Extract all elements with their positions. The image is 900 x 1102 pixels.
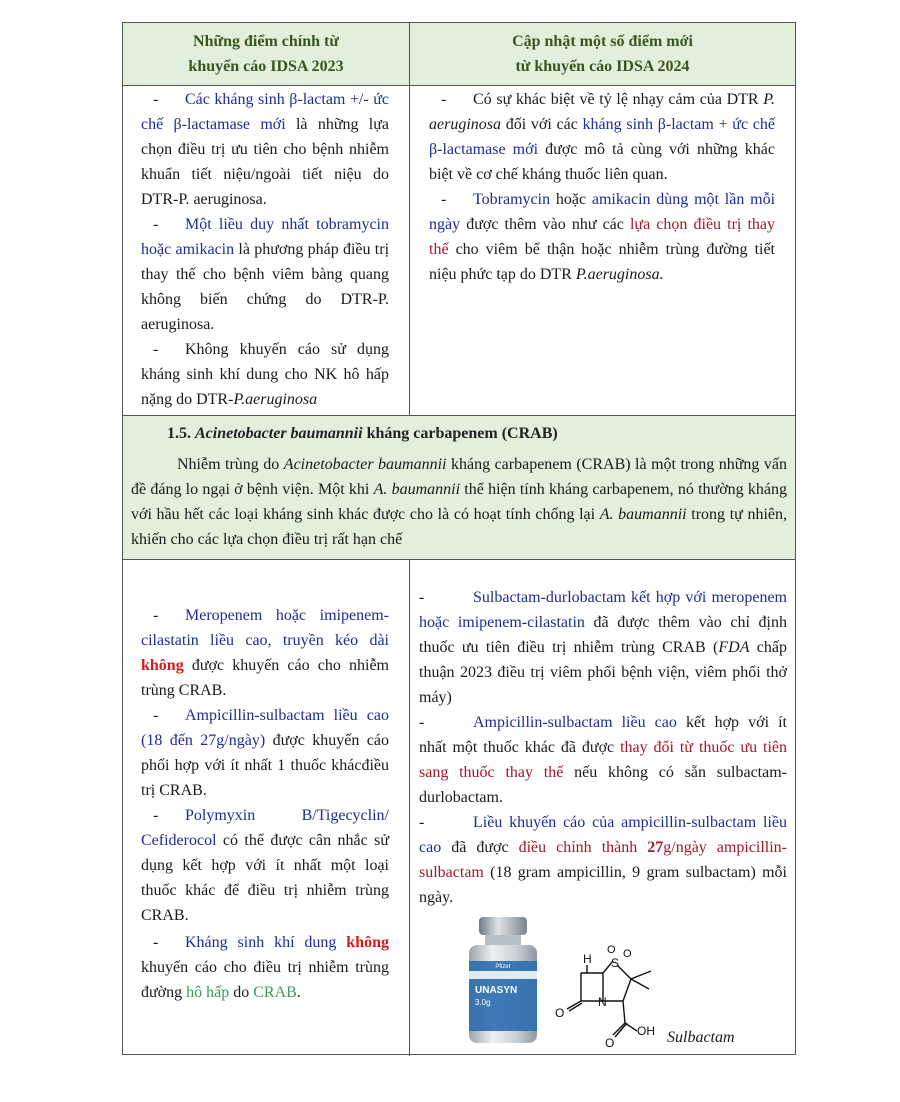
item-italic: P.aeruginosa [233, 391, 318, 408]
dash: - [153, 934, 159, 951]
row1-left-cell [141, 87, 389, 412]
item-highlight: Sulbactam-durlobactam kết hợp với meropenem hoặc imipenem-cilastatin [419, 589, 787, 631]
vial-dose: 3.0g [475, 998, 491, 1007]
dash: - [153, 341, 159, 358]
atom-oh: OH [637, 1024, 655, 1038]
para-italic: Acinetobacter baumannii [283, 456, 447, 473]
recommendation-table [122, 22, 796, 1055]
dash: - [153, 216, 159, 233]
header-left [123, 23, 409, 85]
list-item [429, 87, 775, 187]
atom-o: O [555, 1006, 565, 1020]
list-item [429, 187, 775, 287]
list-item [141, 930, 389, 1005]
list-item [419, 585, 787, 710]
column-divider [409, 559, 410, 1056]
header-right [410, 23, 795, 85]
item-text: đã được [441, 839, 519, 856]
item-highlight: Liều khuyến cáo của ampicillin-sulbactam liều cao [419, 814, 787, 856]
item-highlight: Polymyxin B/Tigecyclin/ Cefiderocol [141, 807, 389, 849]
row1-right-cell [429, 87, 775, 287]
section-title-text: kháng carbapenem (CRAB) [362, 425, 558, 442]
item-text: được khuyến cáo cho nhiễm trùng CRAB. [141, 657, 389, 699]
list-item [419, 810, 787, 910]
item-text: do [229, 984, 254, 1001]
list-item [419, 710, 787, 810]
item-text: Có sự khác biệt về tỷ lệ nhạy cảm của DTR [473, 91, 764, 108]
item-highlight: Tobramycin [473, 191, 551, 208]
item-text: có thể được cân nhắc sử dụng kết hợp với ít nhất một loại thuốc khác để điều trị nhiễm trùng CRAB. [141, 832, 389, 924]
vial-name: UNASYN [475, 985, 518, 996]
list-item [141, 212, 389, 337]
item-text: là phương pháp điều trị thay thế cho bệnh viêm bàng quang không biến chứng do DTR-P. aeruginosa. [141, 241, 390, 333]
para-text: kháng carbapenem (CRAB) là một trong những vấn đề đáng lo ngại ở bệnh viện. Một khi [131, 456, 788, 498]
vial-label-stripe [469, 971, 537, 979]
item-highlight: Ampicillin-sulbactam liều cao (18 đến 27g/ngày) [141, 707, 389, 749]
item-text: nếu không có sẵn sulbactam-durlobactam. [419, 764, 788, 806]
item-emphasis: g/ngày ampicillin-sulbactam [419, 839, 788, 881]
list-item [141, 603, 389, 703]
item-text: (18 gram ampicillin, 9 gram sulbactam) mỗi ngày. [419, 864, 787, 906]
row-divider [123, 559, 795, 560]
atom-o: O [623, 948, 632, 960]
item-negation: không [346, 934, 389, 951]
item-italic: P.aeruginosa. [575, 266, 664, 283]
dash: - [153, 707, 159, 724]
item-text: Không khuyến cáo sử dụng kháng sinh khí dung cho NK hô hấp nặng do DTR- [141, 341, 389, 408]
item-green: hô hấp [186, 984, 230, 1001]
section-row [123, 416, 795, 559]
para-text: Nhiễm trùng do [177, 456, 284, 473]
unasyn-vial-image [463, 915, 543, 1047]
row2-right-cell [419, 585, 787, 910]
list-item [141, 803, 389, 928]
item-text: cho viêm bể thận hoặc nhiễm trùng đường tiết niệu phức tạp do DTR [429, 241, 775, 283]
vial-brand: Pfizer [495, 964, 511, 970]
item-green: CRAB [253, 984, 297, 1001]
item-text: được mô tả cùng với những khác biệt về cơ chế kháng thuốc liên quan. [429, 141, 775, 183]
section-title [131, 421, 787, 446]
section-title-italic: Acinetobacter baumannii [195, 425, 363, 442]
header-left-line2: khuyến cáo IDSA 2023 [188, 58, 344, 75]
item-negation: không [141, 657, 184, 674]
dash: - [419, 814, 425, 831]
dash: - [419, 589, 425, 606]
atom-s: S [611, 956, 620, 970]
list-item [141, 337, 389, 412]
dash: - [441, 191, 447, 208]
item-italic: FDA [718, 639, 750, 656]
item-text: được thêm vào như các [460, 216, 630, 233]
item-text: hoặc [550, 191, 592, 208]
item-highlight: Meropenem hoặc imipenem-cilastatin liều cao, truyền kéo dài [141, 607, 389, 649]
atom-h: H [583, 952, 592, 966]
item-highlight: amikacin dùng một lần mỗi ngày [429, 191, 776, 233]
list-item [141, 703, 389, 803]
item-emphasis: điều chỉnh thành [518, 839, 648, 856]
item-text: đã được thêm vào chỉ định thuốc ưu tiên điều trị nhiễm trùng CRAB ( [419, 614, 787, 656]
item-highlight: Kháng sinh khí dung [185, 934, 347, 951]
para-italic: A. baumannii [599, 506, 687, 523]
vial-neck [485, 935, 521, 945]
item-text: . [296, 984, 301, 1001]
atom-o: O [607, 944, 616, 956]
atom-o: O [605, 1036, 615, 1050]
item-highlight: Một liều duy nhất tobramycin hoặc amikacin [141, 216, 389, 258]
item-text: chấp thuận 2023 điều trị viêm phổi bệnh viện, viêm phổi thở máy) [419, 639, 788, 706]
structure-caption: Sulbactam [667, 1029, 735, 1046]
atom-n: N [598, 995, 607, 1009]
item-text: được khuyến cáo phối hợp với ít nhất 1 thuốc khácđiều trị CRAB. [141, 732, 389, 799]
item-text: đối với các [501, 116, 583, 133]
section-paragraph [131, 452, 787, 552]
dash: - [153, 91, 159, 108]
item-emphasis: lựa chọn điều trị thay thế [429, 216, 775, 258]
item-emphasis: thay đổi từ thuốc ưu tiên sang thuốc thay thế [419, 739, 787, 781]
dash: - [153, 807, 159, 824]
sulbactam-structure [551, 943, 661, 1051]
vial-cap [479, 917, 527, 935]
para-italic: A. baumannii [373, 481, 461, 498]
row2-left-cell [141, 603, 389, 1005]
row-divider [123, 85, 795, 86]
item-emphasis-bold: 27 [647, 839, 664, 856]
para-text: thể hiện tính kháng carbapenem, nó thường kháng với hầu hết các loại kháng sinh khác được cho là có hoạt tính chống lại [131, 481, 788, 523]
dash: - [153, 607, 159, 624]
item-italic: P. aeruginosa [429, 91, 775, 133]
header-right-line2: từ khuyến cáo IDSA 2024 [515, 58, 690, 75]
para-text: trong tự nhiên, khiến cho các lựa chọn điều trị rất hạn chế [131, 506, 788, 548]
list-item [141, 87, 389, 212]
dash: - [441, 91, 447, 108]
item-highlight: kháng sinh β-lactam + ức chế β-lactamase mới [429, 116, 775, 158]
section-number: 1.5. [167, 425, 191, 442]
header-left-line1: Những điểm chính từ [193, 33, 339, 50]
item-text: là những lựa chọn điều trị ưu tiên cho bệnh nhiễm khuẩn tiết niệu/ngoài tiết niệu do DTR-P. aeruginosa. [141, 116, 390, 208]
item-text: khuyến cáo cho điều trị nhiễm trùng đường [141, 959, 389, 1001]
item-highlight: Ampicillin-sulbactam liều cao [473, 714, 677, 731]
dash: - [419, 714, 425, 731]
item-highlight: Các kháng sinh β-lactam +/- ức chế β-lactamase mới [141, 91, 389, 133]
header-right-line1: Cập nhật một số điểm mới [512, 33, 693, 50]
item-text: kết hợp với ít nhất một thuốc khác đã được [419, 714, 787, 756]
